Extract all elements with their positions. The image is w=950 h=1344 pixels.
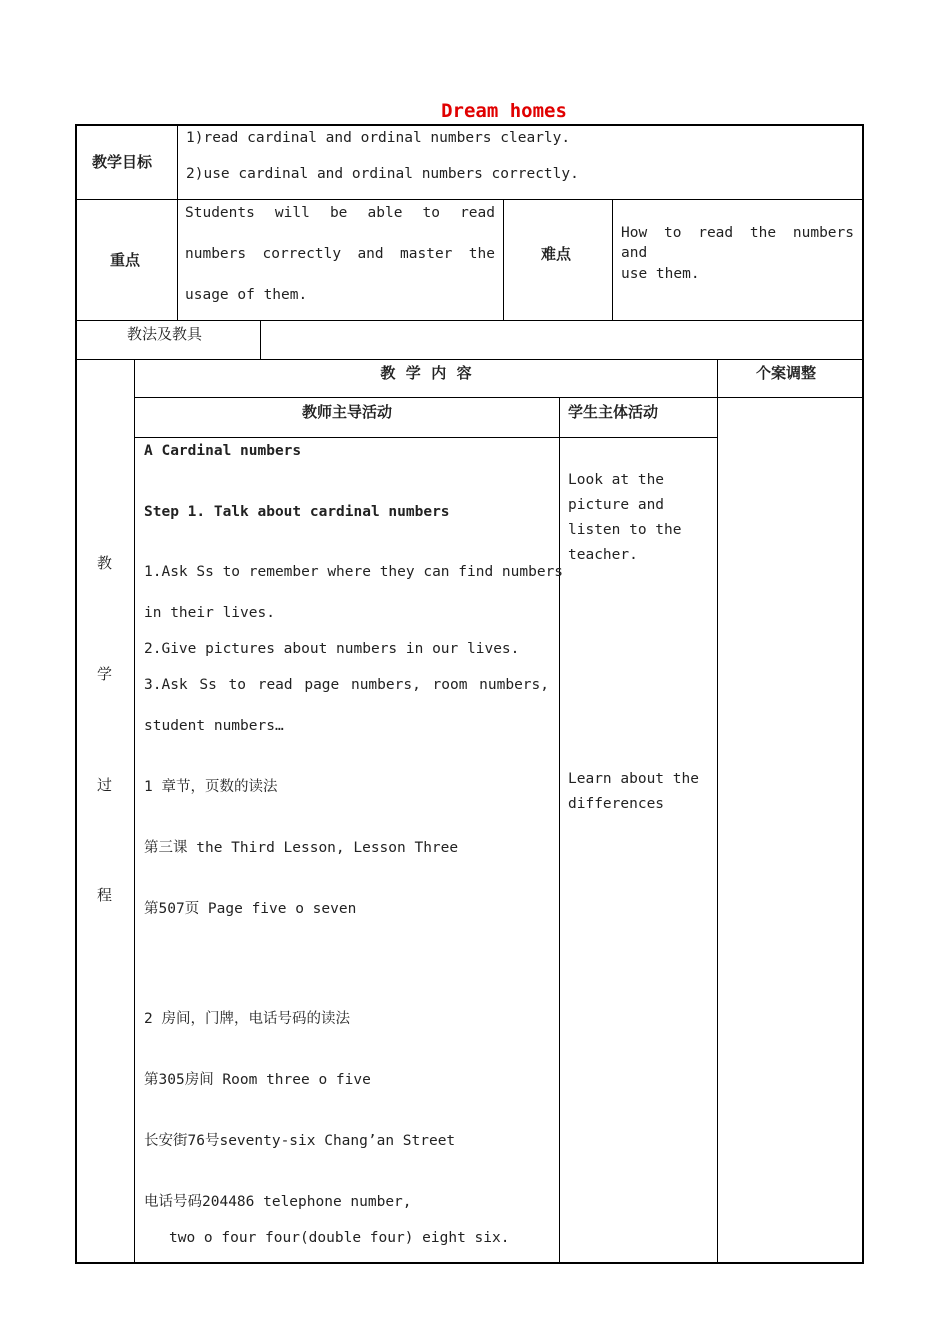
row-divider xyxy=(135,437,718,438)
teacher-line: Step 1. Talk about cardinal numbers xyxy=(144,504,450,520)
process-side-char: 程 xyxy=(97,886,113,904)
student-line: Look at the xyxy=(568,472,665,488)
teacher-line: 1.Ask Ss to remember where they can find numbers xyxy=(144,564,564,580)
difficulties-line-2: use them. xyxy=(621,266,700,282)
col-divider xyxy=(134,360,135,1263)
col-divider xyxy=(503,200,504,320)
teacher-line: 2.Give pictures about numbers in our lives. xyxy=(144,641,520,657)
difficulties-line-1: How to read the numbers and xyxy=(621,225,854,261)
teacher-line: 第三课 the Third Lesson, Lesson Three xyxy=(144,840,459,856)
process-side-char: 过 xyxy=(97,776,113,794)
teacher-header: 教师主导活动 xyxy=(301,403,392,421)
teacher-line: 1 章节，页数的读法 xyxy=(144,779,278,795)
col-divider xyxy=(559,398,560,1263)
objective-1: 1)read cardinal and ordinal numbers clearly. xyxy=(186,130,571,146)
key-points-line-3: usage of them. xyxy=(185,287,308,303)
document-title: Dream homes xyxy=(441,100,567,122)
objective-2: 2)use cardinal and ordinal numbers correctly. xyxy=(186,166,579,182)
content-header: 教 学 内 容 xyxy=(380,364,472,382)
row-divider xyxy=(76,320,863,321)
row-divider xyxy=(76,359,863,360)
row-divider xyxy=(135,397,863,398)
teacher-line: 第507页 Page five o seven xyxy=(144,901,357,917)
teacher-line: 电话号码204486 telephone number, xyxy=(144,1194,412,1210)
teacher-line: 3.Ask Ss to read page numbers, room numbers, xyxy=(144,677,549,693)
process-side-char: 教 xyxy=(97,554,113,572)
col-divider xyxy=(177,125,178,320)
student-header: 学生主体活动 xyxy=(568,403,659,421)
teacher-line: 2 房间，门牌，电话号码的读法 xyxy=(144,1011,350,1027)
col-divider xyxy=(612,200,613,320)
teacher-line: 长安街76号seventy-six Chang’an Street xyxy=(144,1133,456,1149)
col-divider xyxy=(260,321,261,359)
teacher-line: A Cardinal numbers xyxy=(144,443,302,459)
key-points-label: 重点 xyxy=(110,251,141,269)
row-divider xyxy=(76,199,863,200)
teacher-line: in their lives. xyxy=(144,605,275,621)
student-line: Learn about the xyxy=(568,771,699,787)
teacher-line: two o four four(double four) eight six. xyxy=(169,1230,510,1246)
key-points-line-1: Students will be able to read xyxy=(185,205,495,221)
methods-label: 教法及教具 xyxy=(127,325,203,343)
student-line: listen to the xyxy=(568,522,682,538)
difficulties-label: 难点 xyxy=(541,245,572,263)
student-line: picture and xyxy=(568,497,665,513)
key-points-line-2: numbers correctly and master the xyxy=(185,246,495,262)
teacher-line: student numbers… xyxy=(144,718,284,734)
col-divider xyxy=(717,360,718,1263)
student-line: differences xyxy=(568,796,665,812)
objectives-label: 教学目标 xyxy=(92,153,153,171)
adjust-header: 个案调整 xyxy=(756,364,817,382)
teacher-line: 第305房间 Room three o five xyxy=(144,1072,371,1088)
process-side-char: 学 xyxy=(97,665,113,683)
student-line: teacher. xyxy=(568,547,638,563)
